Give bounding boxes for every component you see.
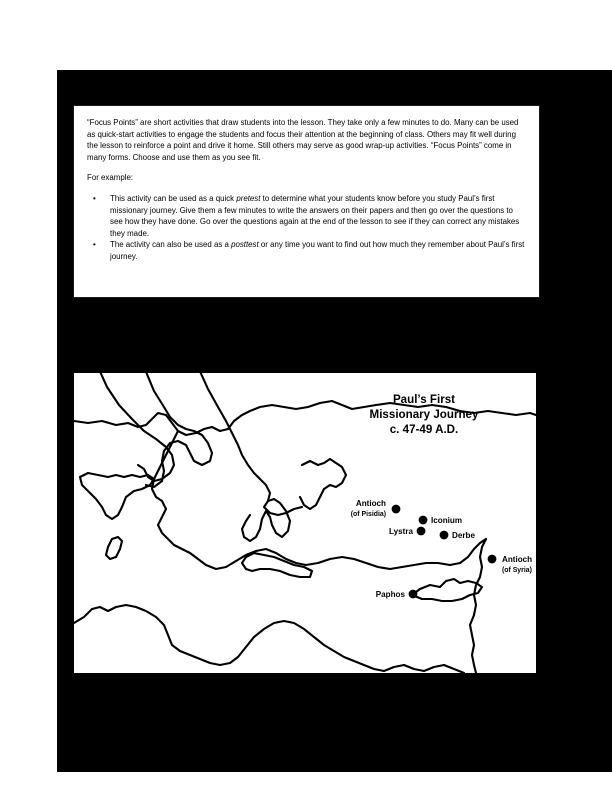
list-spacer — [87, 184, 526, 193]
bullet-emphasis-pretest: pretest — [236, 193, 261, 203]
bullet-emphasis-posttest: posttest — [231, 240, 259, 250]
map-panel — [73, 372, 537, 674]
intro-text-panel — [73, 105, 540, 298]
city-label-derbe: Derbe — [452, 531, 475, 540]
city-marker-iconium[interactable] — [419, 516, 462, 525]
city-marker-paphos[interactable] — [376, 590, 418, 599]
bullet-marker-icon: • — [93, 240, 96, 250]
list-item — [87, 193, 526, 239]
mediterranean-map-svg — [74, 373, 536, 673]
city-dot-icon — [417, 527, 426, 536]
map-title-line1: Paul’s First — [392, 393, 456, 406]
city-label-iconium: Iconium — [431, 516, 463, 525]
city-label-antioch-syria: Antioch — [502, 555, 533, 564]
paragraph-spacer — [87, 163, 526, 172]
bullet-marker-icon: • — [93, 193, 96, 203]
intro-paragraph: “Focus Points” are short activities that draw students into the lesson. They take only a few minutes to do. Many can be used as quick-start activities to engage the students and focus their attention at the beginning of class. Others may fit well during the lesson to reinforce a point and drive it home. Still others may serve as good wrap-up activities. “Focus Points” come in many forms. Choose and use them as you see fit. — [87, 118, 519, 162]
bullet-text-part2: to determine what your students know before you study Paul’s first missionary journey. Give them a few minutes to write the answers on their papers and then go over the questions to see how they have done. Go over the questions again at the end of the lesson to see if they can correct any mistakes they made. — [110, 193, 520, 238]
bullet-text-part1: This activity can be used as a quick — [110, 193, 237, 203]
city-dot-icon — [488, 555, 497, 564]
city-label-antioch-pisidia: Antioch — [355, 499, 386, 508]
greece-west-coastline — [198, 373, 302, 515]
city-dot-icon — [392, 505, 401, 514]
list-item — [87, 239, 526, 262]
map-title-line3: c. 47-49 A.D. — [389, 423, 459, 436]
map-title-line2: Missionary Journey — [369, 408, 479, 421]
city-sublabel-antioch-pisidia: (of Pisidia) — [350, 511, 386, 518]
for-example-label: For example: — [87, 173, 134, 183]
asia-minor-west-coastline — [300, 459, 346, 509]
city-dot-icon — [440, 531, 449, 540]
bullet-text-part2: or any time you want to find out how much they remember about Paul’s first journey. — [110, 240, 525, 261]
city-marker-antioch-pisidia[interactable] — [351, 499, 401, 518]
city-label-lystra: Lystra — [389, 527, 413, 536]
city-marker-lystra[interactable] — [389, 527, 425, 536]
example-bullet-list — [87, 193, 526, 263]
malta-island — [106, 537, 122, 559]
city-sublabel-antioch-syria: (of Syria) — [502, 567, 532, 574]
city-marker-derbe[interactable] — [440, 531, 476, 540]
levant-coastline — [470, 539, 486, 673]
north-africa-coastline — [74, 605, 464, 673]
city-dot-icon — [409, 590, 418, 599]
city-marker-antioch-syria[interactable] — [488, 555, 533, 574]
bullet-text-part1: The activity can also be used as a — [110, 240, 232, 250]
cyprus-island — [412, 579, 482, 601]
city-dot-icon — [419, 516, 428, 525]
city-label-paphos: Paphos — [375, 590, 405, 599]
sicily-coastline — [80, 473, 154, 519]
